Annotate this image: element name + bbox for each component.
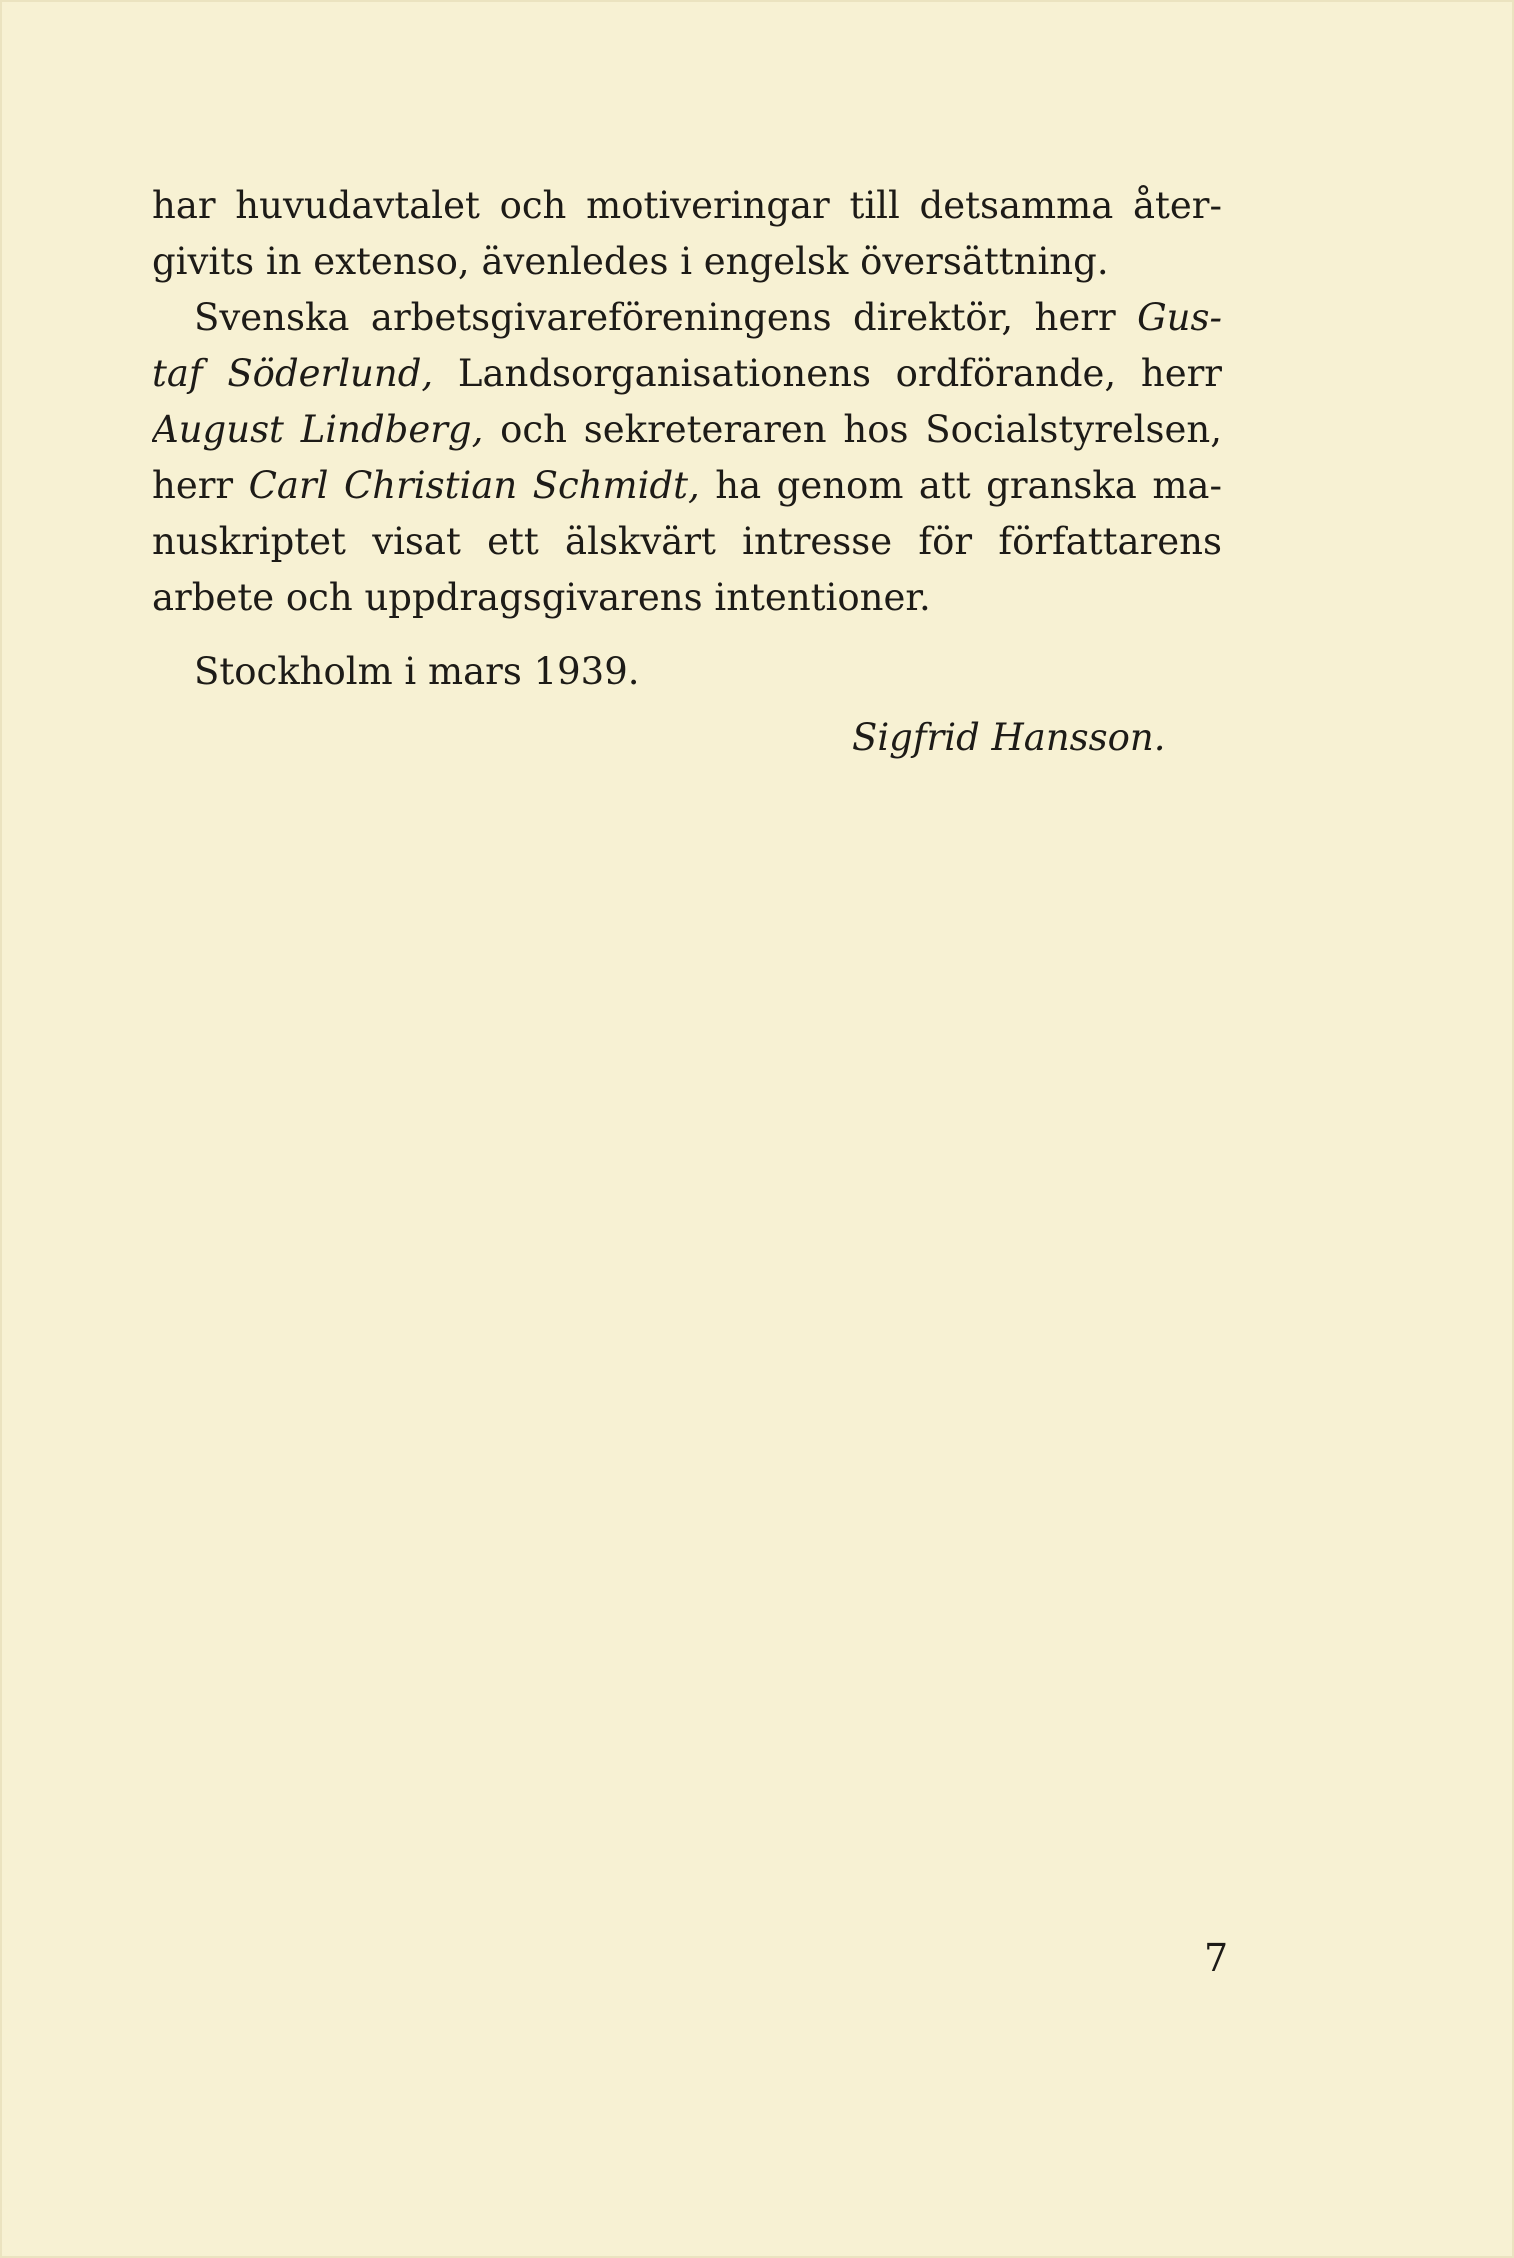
- paragraph-2-line-2: [152, 346, 1222, 402]
- signature: Sigfrid Hansson.: [852, 716, 1166, 759]
- text-segment: Svenska arbetsgivareföreningens direktör, herr: [194, 296, 1138, 339]
- paragraph-2-line-3: [152, 402, 1222, 458]
- text-segment: herr: [152, 464, 249, 507]
- paragraph-1-line-2: givits in extenso, ävenledes i engelsk översättning.: [152, 240, 1109, 283]
- paragraph-1-line-1: har huvudavtalet och motiveringar till detsamma åter-: [152, 184, 1222, 227]
- place-and-date: Stockholm i mars 1939.: [194, 650, 640, 693]
- page-number: 7: [1204, 1936, 1229, 1980]
- italic-name: August Lindberg,: [152, 408, 484, 451]
- text-segment: och sekreteraren hos Socialstyrelsen,: [483, 408, 1222, 451]
- paragraph-2-line-6: arbete och uppdragsgivarens intentioner.: [152, 576, 931, 619]
- text-segment: ha genom att granska ma-: [699, 464, 1222, 507]
- text-segment: Landsorganisationens ordförande, herr: [433, 352, 1222, 395]
- paragraph-2-line-1: [152, 290, 1222, 346]
- body-text: [152, 178, 1222, 626]
- italic-name: Gus-: [1137, 296, 1222, 339]
- italic-name: taf Söderlund,: [152, 352, 434, 395]
- italic-name: Carl Christian Schmidt,: [248, 464, 700, 507]
- paragraph-2-line-5: nuskriptet visat ett älskvärt intresse för författarens: [152, 520, 1222, 563]
- paragraph-2-line-4: [152, 458, 1222, 514]
